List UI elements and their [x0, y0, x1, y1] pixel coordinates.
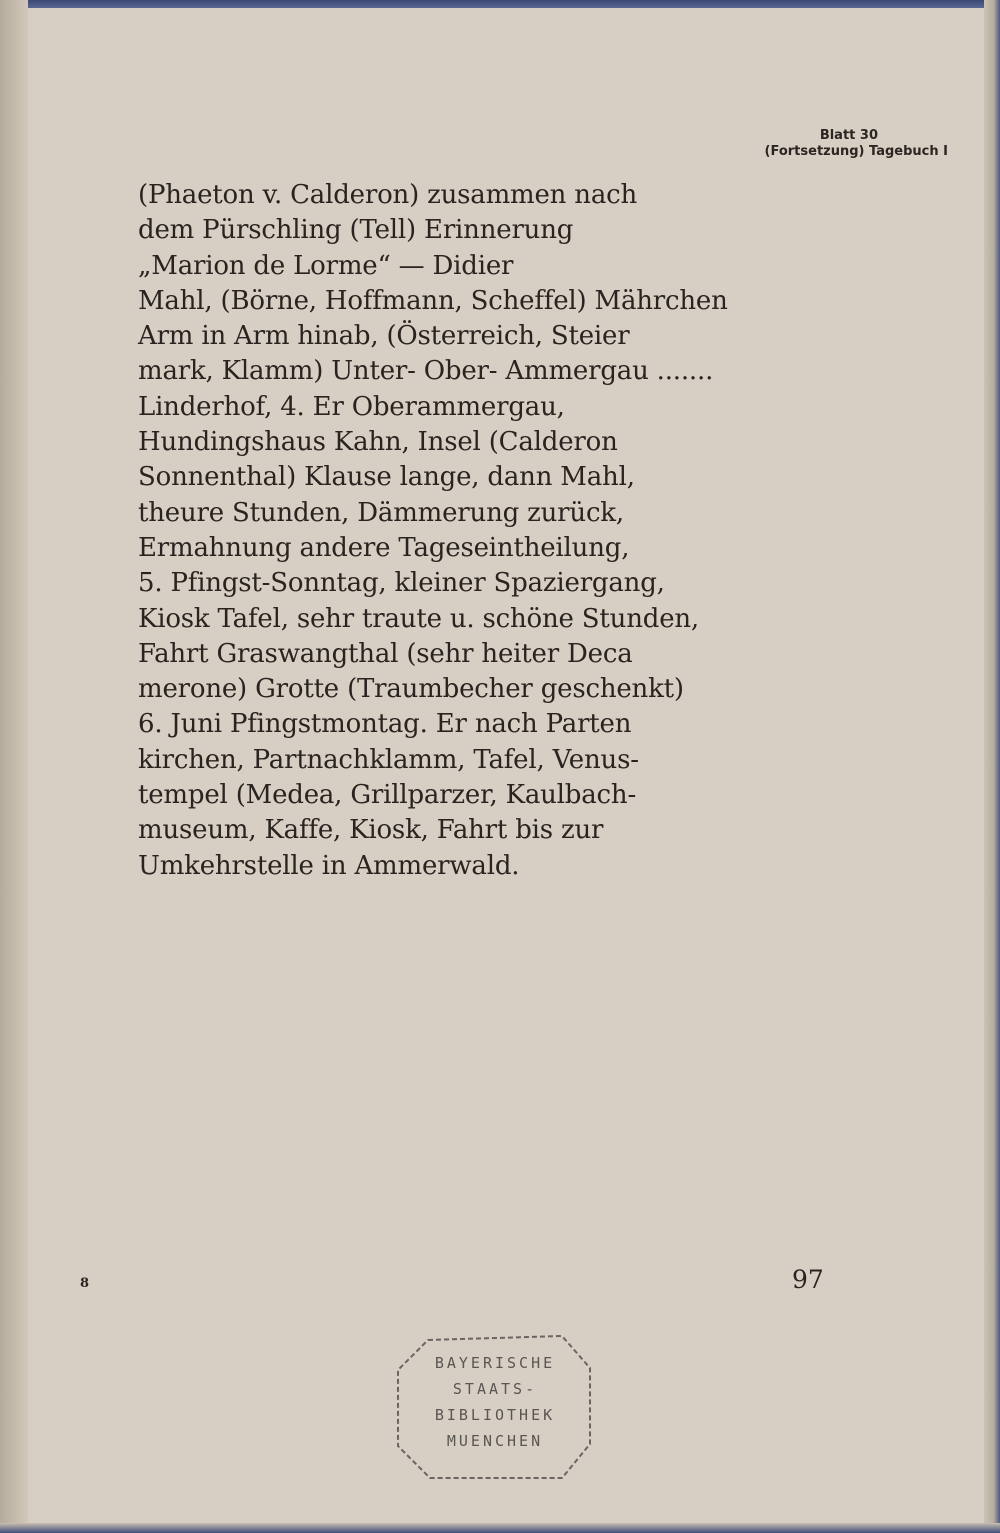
- binding-edge-bottom: [0, 1523, 1000, 1533]
- text-line: merone) Grotte (Traumbecher geschenkt): [138, 674, 684, 705]
- header-continuation: (Fortsetzung) Tagebuch I: [764, 144, 948, 159]
- text-line: Mahl, (Börne, Hoffmann, Scheffel) Mährchen: [138, 285, 728, 316]
- text-line: 6. Juni Pfingstmontag. Er nach Parten: [138, 709, 632, 740]
- running-header: [765, 128, 948, 160]
- library-stamp: [390, 1332, 600, 1482]
- text-line: Kiosk Tafel, sehr traute u. schöne Stunden,: [138, 603, 699, 634]
- stamp-line: BIBLIOTHEK: [434, 1406, 556, 1424]
- text-line: Umkehrstelle in Ammerwald.: [138, 850, 520, 881]
- stamp-line: MUENCHEN: [446, 1432, 544, 1450]
- text-line: Ermahnung andere Tageseintheilung,: [138, 532, 630, 563]
- text-line: kirchen, Partnachklamm, Tafel, Venus-: [138, 744, 639, 775]
- text-line: Arm in Arm hinab, (Österreich, Steier: [138, 321, 630, 352]
- text-line: Linderhof, 4. Er Oberammergau,: [138, 391, 565, 422]
- text-line: (Phaeton v. Calderon) zusammen nach: [138, 180, 638, 210]
- header-blatt: Blatt 30: [819, 128, 878, 143]
- stamp-graphic: [390, 1332, 600, 1482]
- text-line: 5. Pfingst-Sonntag, kleiner Spaziergang,: [138, 568, 665, 599]
- diary-text: [138, 178, 728, 884]
- text-line: Sonnenthal) Klause lange, dann Mahl,: [138, 462, 635, 493]
- text-line: mark, Klamm) Unter- Ober- Ammergau .......: [138, 356, 714, 387]
- text-line: theure Stunden, Dämmerung zurück,: [138, 497, 624, 528]
- binding-edge-top: [0, 0, 1000, 8]
- text-line: tempel (Medea, Grillparzer, Kaulbach-: [138, 780, 637, 811]
- stamp-line: BAYERISCHE: [434, 1354, 556, 1372]
- stamp-line: STAATS-: [452, 1380, 538, 1398]
- page-gutter-left: [0, 0, 28, 1533]
- text-line: dem Pürschling (Tell) Erinnerung: [138, 215, 574, 246]
- signature-mark: 8: [80, 1276, 90, 1291]
- text-line: Hundingshaus Kahn, Insel (Calderon: [138, 427, 618, 458]
- binding-edge-right: [984, 0, 1000, 1533]
- text-line: museum, Kaffe, Kiosk, Fahrt bis zur: [138, 815, 604, 846]
- text-line: „Marion de Lorme“ — Didier: [138, 250, 514, 281]
- text-line: Fahrt Graswangthal (sehr heiter Deca: [138, 638, 633, 669]
- page-number: 97: [792, 1265, 824, 1294]
